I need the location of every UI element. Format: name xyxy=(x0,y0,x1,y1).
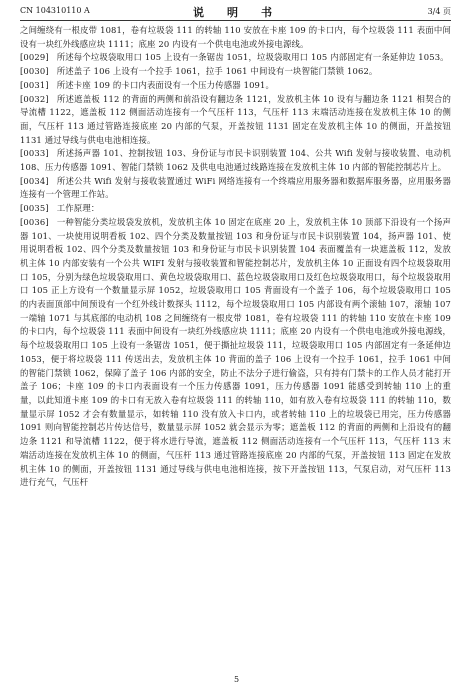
paragraph-text: 所述盖子 106 上设有一个拉手 1061，拉手 1061 中间设有一块智能门禁锁 1062。 xyxy=(56,66,378,77)
paragraph-text: 一种智能分类垃圾袋发放机，发放机主体 10 固定在底座 20 上，发放机主体 10 顶部下沿设有一个扬声器 101、一块使用说明看板 102、四个分类及数量按钮 103 和身份证与市民卡识别装置 104，扬声器 101、使用说明看板 102、四个分类及数量按钮 103 和身份证与市民卡识别装置 104 表面覆盖有一块遮盖板 112，发放机主体 10 内部安装有一个公共 WIFI 发射与接收装置和智能控制芯片，发放机主体 10 正面设有四个垃圾袋取用口 105，分别为绿色垃圾袋取用口、黄色垃圾袋取用口、蓝色垃圾袋取用口及红色垃圾袋取用口，每个垃圾袋取用口 105 正上方设有一个数量显示屏 1052，垃圾袋取用口 105 背面设有一个盖子 106，每个垃圾袋取用口 105 的内表面顶部中间预设有一个红外线计数探头 1112，每个垃圾袋取用口 105 内部设有两个滚轴 107，滚轴 107 一端轴 1071 与其底部的电动机 108 之间缠绕有一根皮带 1081，卷有垃圾袋 111 的转轴 110 安放在卡座 109 的卡口内，每个垃圾袋 111 表面中间设有一块红外线感应块 1111；底座 20 内设有一个供电电池或外接电源线，每个垃圾袋取用口 105 上设有一条锯齿 1051，便于撕扯垃圾袋 111，垃圾袋取用口 105 内部固定有一条延伸边 1053，便于将垃圾袋 111 传送出去，发放机主体 10 背面的盖子 106 上设有一个拉手 1061，拉手 1061 中间的智能门禁锁 1062，保障了盖子 106 内部的安全，防止不法分子进行偷盗，只有持有门禁卡的工作人员才能打开盖子 106；卡座 109 的卡口内表面设有一个压力传感器 1091，压力传感器 1091 能感受到转轴 110 上的重量，以此知道卡座 109 的卡口有无放入卷有垃圾袋 111 的转轴 110，如有放入卷有垃圾袋 111 的转轴 110，数量显示屏 1052 才会有数量显示，如转轴 110 没有放入卡口内，或者转轴 110 上的垃圾袋已用完，压力传感器 1091 则向智能控制芯片传达信号，数量显示屏 1052 就会显示为零；遮盖板 112 的背面的两侧和上沿设有的翻边条 1121 和导流槽 1122，便于将水进行导流，遮盖板 112 侧面活动连接有一个气压杆 113，气压杆 113 末端活动连接在发放机主体 10 的侧面，气压杆 113 通过管路连接底座 20 内部的气泵，开盖按钮 113 固定在发放机主体 10 的侧面，开盖按钮 1131 通过导线与供电电池相连接，按下开盖按钮 113，气泵启动，对气压杆 113 进行充气，气压杆 xyxy=(20,216,451,488)
paragraph-text: 所述公共 Wifi 发射与接收装置通过 WiFi 网络连接有一个终端应用服务器和数据库服务器，应用服务器连接有一个管理工作站。 xyxy=(20,175,451,200)
paragraph-0034 xyxy=(20,175,451,202)
paragraph-0030 xyxy=(20,65,451,79)
paragraph-number: [0036] xyxy=(20,216,49,227)
paragraph-number: [0029] xyxy=(20,52,49,63)
page-indicator: 3/4 页 xyxy=(427,7,451,16)
paragraph-text: 所述扬声器 101、控制按钮 103、身份证与市民卡识别装置 104、公共 Wifi 发射与接收装置、电动机 108、压力传感器 1091、智能门禁锁 1062 及供电电池通过线路连接在发放机主体 10 内部的智能控制芯片上。 xyxy=(20,148,451,173)
paragraph-number: [0030] xyxy=(20,66,49,77)
paragraph-number: [0035] xyxy=(20,203,49,214)
paragraph-text: 所述卡座 109 的卡口内表面设有一个压力传感器 1091。 xyxy=(56,79,275,90)
page-header xyxy=(20,4,451,21)
paragraph-text: 所述遮盖板 112 的背面的两侧和前沿设有翻边条 1121，发放机主体 10 设有与翻边条 1121 相契合的导流槽 1122，遮盖板 112 侧面活动连接有一个气压杆 113，气压杆 113 末端活动连接在发放机主体 10 的侧面，气压杆 113 通过管路连接底座 20 内部的气泵，开盖按钮 1131 固定在发放机主体 10 的侧面，开盖按钮 1131 通过导线与供电电池相连接。 xyxy=(20,93,451,145)
paragraph-0029 xyxy=(20,51,451,65)
paragraph-0035 xyxy=(20,202,451,216)
paragraph-text: 所述每个垃圾袋取用口 105 上设有一条锯齿 1051，垃圾袋取用口 105 内部固定有一条延伸边 1053。 xyxy=(56,52,449,63)
page-number: 5 xyxy=(233,675,240,684)
patent-number: CN 104310110 A xyxy=(20,6,90,15)
page-footer xyxy=(0,675,473,684)
paragraph-0032 xyxy=(20,93,451,148)
paragraph-text: 之间缠绕有一根皮带 1081，卷有垃圾袋 111 的转轴 110 安放在卡座 109 的卡口内，每个垃圾袋 111 表面中间设有一块红外线感应块 1111；底座 20 内设有一个供电电池或外接电源线。 xyxy=(20,25,451,49)
paragraph xyxy=(20,24,451,51)
paragraph-number: [0032] xyxy=(20,93,49,104)
paragraph-number: [0033] xyxy=(20,148,49,159)
paragraph-0031 xyxy=(20,79,451,93)
paragraph-text: 工作原理： xyxy=(56,203,100,214)
paragraph-0033 xyxy=(20,147,451,174)
document-title: 说 明 书 xyxy=(193,6,278,19)
paragraph-0036 xyxy=(20,216,451,490)
document-body xyxy=(20,24,451,490)
paragraph-number: [0031] xyxy=(20,79,49,90)
paragraph-number: [0034] xyxy=(20,175,49,186)
